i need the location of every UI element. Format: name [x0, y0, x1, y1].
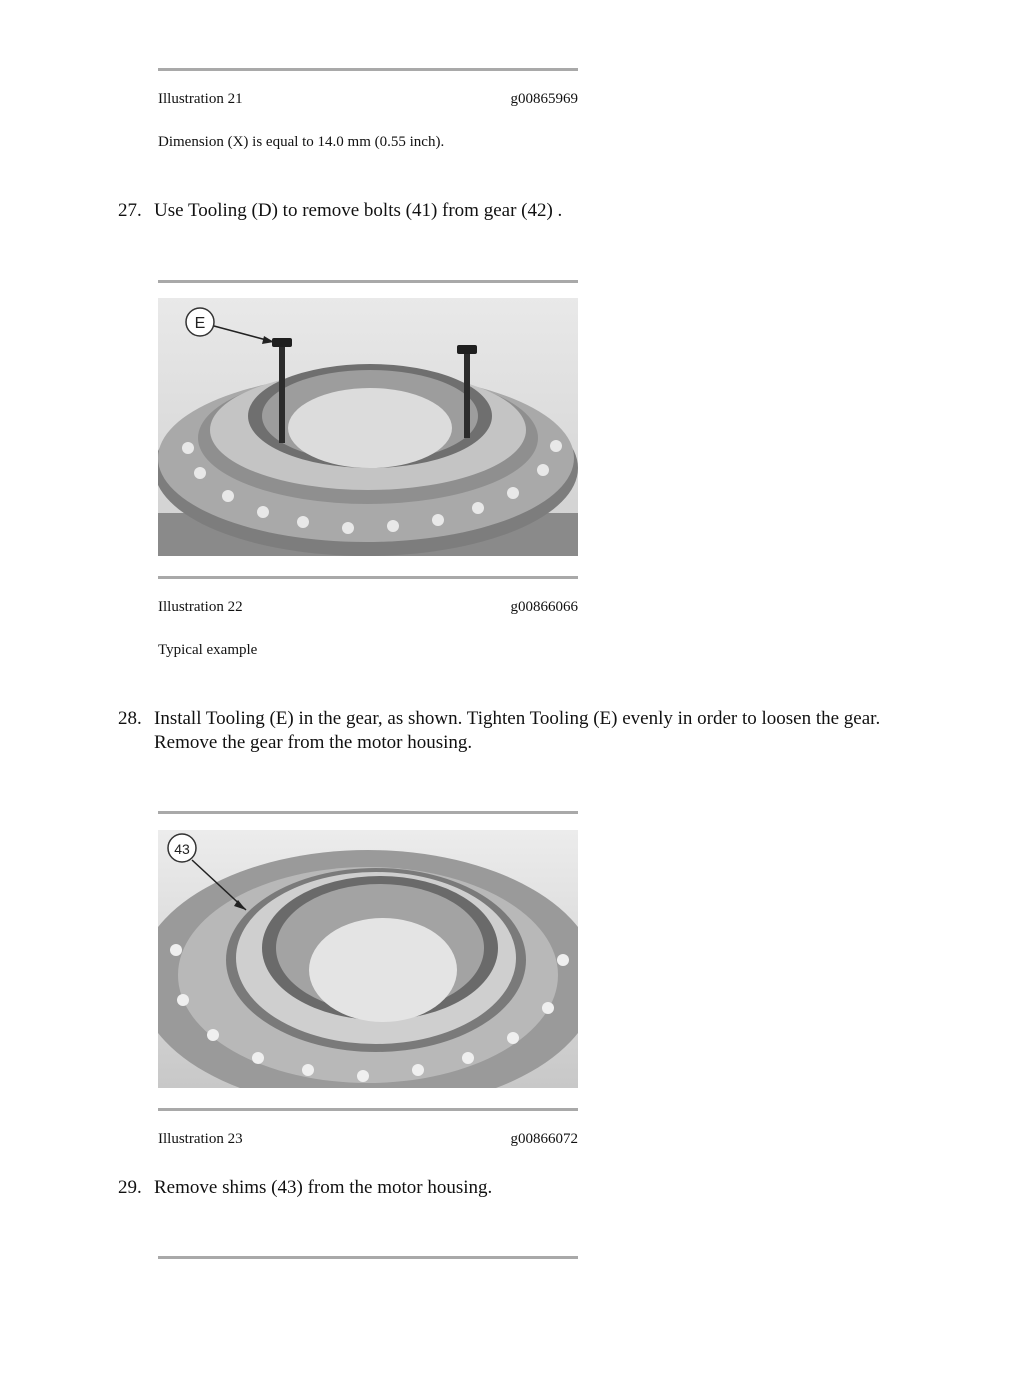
illustration-22-code: g00866066 [510, 599, 578, 615]
illustration-21-code: g00865969 [510, 91, 578, 107]
illustration-21-caption [158, 91, 578, 108]
step-text: Install Tooling (E) in the gear, as shown. Tighten Tooling (E) evenly in order to loosen the gear. Remove the gear from the motor housing. [154, 708, 881, 753]
callout-e-label: E [194, 315, 206, 332]
illustration-23-photo [158, 830, 578, 1088]
step-27 [118, 199, 918, 223]
step-number: 29. [118, 1177, 142, 1198]
caption-divider-21 [158, 68, 578, 71]
step-number: 27. [118, 200, 142, 221]
illustration-23-code: g00866072 [510, 1131, 578, 1147]
callout-43-label: 43 [174, 841, 190, 857]
illustration-22-note: Typical example [158, 642, 258, 658]
illustration-divider-22 [158, 280, 578, 283]
illustration-21-note: Dimension (X) is equal to 14.0 mm (0.55 inch). [158, 134, 445, 150]
illustration-23-caption [158, 1131, 578, 1148]
illustration-21-label: Illustration 21 [158, 91, 243, 107]
caption-divider-23 [158, 1108, 578, 1111]
illustration-22-label: Illustration 22 [158, 599, 243, 615]
step-number: 28. [118, 708, 142, 729]
illustration-divider-23 [158, 811, 578, 814]
illustration-23-label: Illustration 23 [158, 1131, 243, 1147]
caption-divider-22 [158, 576, 578, 579]
step-text: Remove shims (43) from the motor housing. [154, 1177, 493, 1198]
illustration-22-caption [158, 599, 578, 616]
illustration-divider-24 [158, 1256, 578, 1259]
step-text: Use Tooling (D) to remove bolts (41) from gear (42) . [154, 200, 563, 221]
step-29 [118, 1176, 918, 1200]
illustration-22-photo [158, 298, 578, 556]
step-28 [118, 707, 918, 755]
